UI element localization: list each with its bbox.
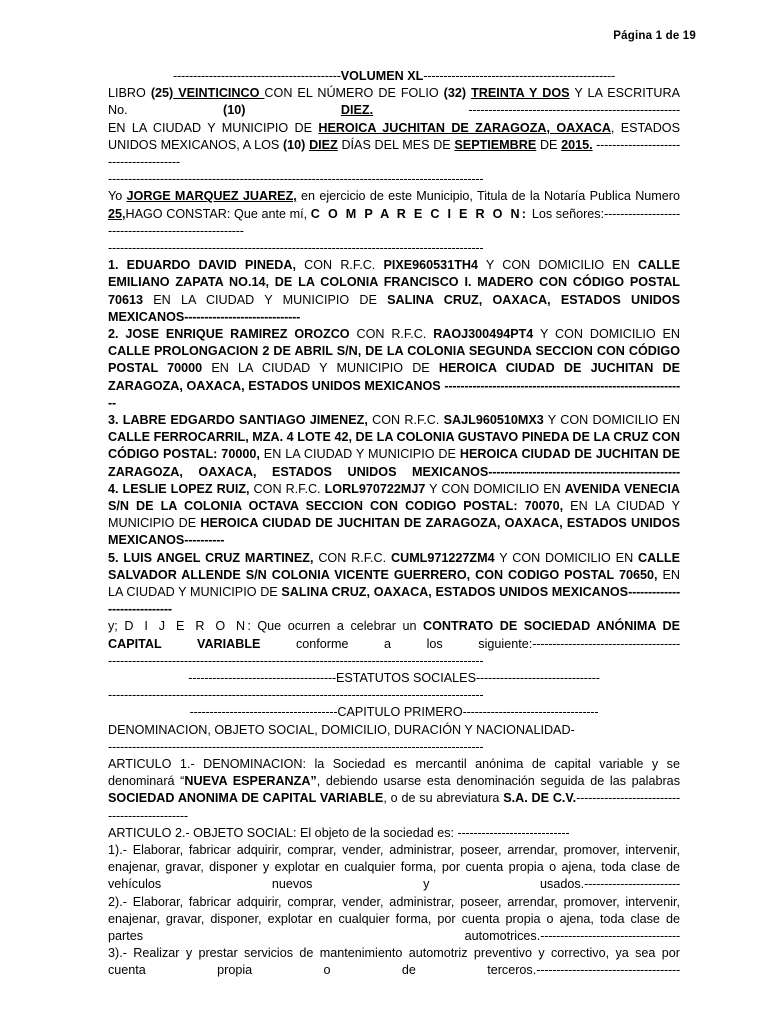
party-entry (108, 257, 680, 326)
city-date-paragraph (108, 120, 680, 172)
separator-line-4: ---------------------------------------------------------------------------------------------- (108, 688, 484, 703)
party-t1: CON R.F.C. (367, 413, 444, 428)
objeto-item-dashes: ----------------------------------- (540, 929, 680, 944)
day-number-bold: (10) (282, 137, 306, 152)
articulo-1-paragraph (108, 756, 680, 825)
notary-t4: Los señores: (528, 206, 605, 221)
party-rfc: RAOJ300494PT4 (433, 327, 534, 341)
volume-heading-line (108, 68, 680, 85)
articulo-1-t3: , o de su abreviatura (383, 791, 504, 806)
estatutos-dashes-left: ------------------------------------- (188, 671, 336, 686)
page-number-header: Página 1 de 19 (613, 30, 696, 42)
separator-line-5: ---------------------------------------------------------------------------------------------- (108, 739, 484, 754)
libro-number-words: VEINTICINCO (173, 86, 265, 101)
party-address: CALLE FERROCARRIL, MZA. 4 LOTE 42, DE LA COLONIA GUSTAVO PINEDA DE LA CRUZ CON CÓDIGO POSTAL: 70000, (108, 430, 680, 462)
city-name: HEROICA JUCHITAN DE ZARAGOZA, OAXACA (318, 120, 611, 135)
party-address: AVENIDA VENECIA S/N DE LA COLONIA OCTAVA SECCION CON CODIGO POSTAL: 70070, (108, 481, 681, 514)
party-name: 1. EDUARDO DAVID PINEDA, (108, 258, 296, 273)
party-name: 4. LESLIE LOPEZ RUIZ, (108, 481, 250, 496)
objeto-item-text: 1).- Elaborar, fabricar adquirir, comprar, vender, administrar, poseer, arrendar, promover, intervenir, enajenar, gravar, disponer y explotar en cualquier forma, por cuenta propia o ajena, toda clase de vehículos nuevos y usados. (108, 843, 680, 892)
party-t3: EN LA CIUDAD Y MUNICIPIO DE (108, 567, 681, 600)
day-number-words: DIEZ (309, 137, 338, 152)
articulo-1-t2: , debiendo usarse esta denominación seguida de las palabras (316, 774, 680, 789)
party-city: HEROICA CIUDAD DE JUCHITAN DE ZARAGOZA, OAXACA, ESTADOS UNIDOS MEXICANOS (108, 447, 680, 479)
party-t3: EN LA CIUDAD Y MUNICIPIO DE (202, 361, 439, 376)
separator-line-3: ---------------------------------------------------------------------------------------------- (108, 653, 484, 668)
capitulo-title: CAPITULO PRIMERO (337, 705, 463, 720)
party-t2: Y CON DOMICILIO EN (543, 413, 681, 428)
party-city: HEROICA CIUDAD DE JUCHITAN DE ZARAGOZA, OAXACA, ESTADOS UNIDOS MEXICANOS (108, 516, 680, 548)
party-entry (108, 550, 680, 619)
volume-dashes-right: ------------------------------------------------ (423, 69, 616, 83)
party-t2: Y CON DOMICILIO EN (477, 258, 639, 273)
party-t1: CON R.F.C. (249, 481, 325, 496)
party-rfc: CUML971227ZM4 (391, 550, 495, 565)
city-t5: DE (536, 137, 562, 152)
party-rfc: LORL970722MJ7 (324, 481, 426, 496)
libro-t2: CON EL NÚMERO DE FOLIO (264, 86, 444, 101)
dijeron-label: D I J E R O N (124, 619, 248, 634)
volume-dashes-left: ------------------------------------------ (172, 69, 341, 83)
party-t1: CON R.F.C. (296, 258, 384, 273)
party-rfc: SAJL960510MX3 (443, 413, 544, 428)
notary-t2: en ejercicio de este Municipio, Titula de la Notaría Publica Numero (296, 189, 680, 204)
year-value: 2015. (561, 137, 593, 152)
notary-trailing-dashes: ----------------------------------------------------- (108, 206, 680, 238)
city-t2: , ESTADOS UNIDOS MEXICANOS, A LOS (108, 120, 680, 152)
articulo-2-t1: ARTICULO 2.- OBJETO SOCIAL: El objeto de la sociedad es: (108, 825, 458, 840)
capitulo-subtitle: DENOMINACION, OBJETO SOCIAL, DOMICILIO, DURACIÓN Y NACIONALIDAD- (108, 722, 575, 737)
articulo-1-trailing-dashes: ---------------------------------------------- (108, 791, 680, 823)
objeto-item-dashes: ------------------------------------ (536, 963, 680, 978)
articulo-1-t1: ARTICULO 1.- DENOMINACION: la Sociedad es mercantil anónima de capital variable y se denominará “ (108, 756, 680, 789)
party-t1: CON R.F.C. (313, 550, 391, 565)
company-name: NUEVA ESPERANZA” (184, 774, 317, 789)
document-body (108, 68, 680, 980)
city-t1: EN LA CIUDAD Y MUNICIPIO DE (108, 120, 319, 135)
party-entry (108, 326, 680, 412)
party-t3: EN LA CIUDAD Y MUNICIPIO DE (108, 499, 681, 531)
party-city: HEROICA CIUDAD DE JUCHITAN DE ZARAGOZA, OAXACA, ESTADOS UNIDOS MEXICANOS (108, 361, 680, 393)
libro-t4: Y LA ESCRITURA No. (108, 86, 680, 118)
party-t2: Y CON DOMICILIO EN (494, 550, 639, 565)
party-entry (108, 412, 680, 481)
company-suffix-full: SOCIEDAD ANONIMA DE CAPITAL VARIABLE (108, 791, 384, 806)
separator-line-2: ---------------------------------------------------------------------------------------------- (108, 241, 484, 255)
notary-paragraph (108, 188, 680, 240)
party-trailing-dashes: ----------------------------- (108, 585, 680, 617)
objeto-item (108, 894, 680, 946)
escritura-number-words: DIEZ. (340, 103, 374, 118)
dijeron-trailing-dashes: ------------------------------------- (532, 636, 680, 651)
objeto-item-text: 2).- Elaborar, fabricar adquirir, comprar, vender, administrar, poseer, arrendar, promover, intervenir, enajenar, gravar, disponer, explotar en cualquier forma, por cuenta propia o ajena, toda clase de partes automotrices. (108, 894, 680, 944)
month-name: SEPTIEMBRE (454, 137, 537, 152)
party-city: SALINA CRUZ, OAXACA, ESTADOS UNIDOS MEXICANOS (281, 585, 629, 600)
party-address: CALLE EMILIANO ZAPATA NO.14, DE LA COLONIA FRANCISCO I. MADERO CON CÓDIGO POSTAL 70613 (108, 258, 680, 307)
party-trailing-dashes: ---------- (184, 533, 225, 548)
libro-paragraph (108, 85, 680, 119)
dijeron-paragraph (108, 618, 680, 652)
notary-t3: HAGO CONSTAR: Que ante mí, (125, 206, 311, 221)
dijeron-t1: y; (108, 619, 125, 634)
libro-trailing-dashes: ----------------------------------------------------- (373, 103, 680, 118)
party-trailing-dashes: ------------------------------------------------------------- (108, 378, 680, 410)
party-t2: Y CON DOMICILIO EN (533, 327, 680, 341)
objeto-item-dashes: ------------------------ (584, 877, 680, 892)
party-t3: EN LA CIUDAD Y MUNICIPIO DE (259, 447, 460, 462)
party-rfc: PIXE960531TH4 (383, 258, 478, 273)
folio-number-bold: (32) (443, 86, 467, 101)
libro-number-bold: (25) (150, 86, 174, 101)
party-t2: Y CON DOMICILIO EN (425, 481, 565, 496)
notary-name: JORGE MARQUEZ JUAREZ, (126, 189, 297, 204)
party-trailing-dashes: ----------------------------- (184, 309, 301, 324)
city-trailing-dashes: --------------------------------------- (108, 137, 680, 169)
capitulo-dashes-right: ---------------------------------- (462, 705, 599, 720)
company-suffix-abbrev: S.A. DE C.V. (503, 791, 577, 806)
articulo-2-trailing-dashes: ---------------------------- (457, 825, 570, 840)
notary-number: 25, (108, 206, 126, 221)
notary-t1: Yo (108, 189, 127, 204)
escritura-number-bold: (10) (223, 103, 246, 118)
party-address: CALLE PROLONGACION 2 DE ABRIL S/N, DE LA COLONIA SEGUNDA SECCION CON CÓDIGO POSTAL 70000 (108, 344, 680, 376)
party-entry (108, 481, 680, 550)
party-t1: CON R.F.C. (349, 327, 434, 341)
party-name: 3. LABRE EDGARDO SANTIAGO JIMENEZ, (108, 413, 368, 428)
comparecieron-label: C O M P A R E C I E R O N: (310, 206, 529, 221)
objeto-item (108, 842, 680, 894)
contract-type: CONTRATO DE SOCIEDAD ANÓNIMA DE CAPITAL VARIABLE (108, 619, 681, 651)
estatutos-heading-line (108, 670, 680, 687)
party-t3: EN LA CIUDAD Y MUNICIPIO DE (143, 292, 388, 307)
estatutos-dashes-right: ------------------------------- (475, 671, 600, 686)
dijeron-t3: conforme a los siguiente: (260, 636, 533, 651)
libro-t1: LIBRO (108, 86, 151, 101)
objeto-item (108, 945, 680, 979)
party-name: 5. LUIS ANGEL CRUZ MARTINEZ, (108, 550, 314, 565)
party-address: CALLE SALVADOR ALLENDE S/N COLONIA VICENTE GUERRERO, CON CODIGO POSTAL 70650, (108, 550, 680, 582)
city-t4: DÍAS DEL MES DE (337, 137, 455, 152)
dijeron-t2: : Que ocurren a celebrar un (247, 619, 424, 634)
capitulo-heading-line (108, 704, 680, 721)
folio-number-words: TREINTA Y DOS (471, 86, 570, 101)
party-name: 2. JOSE ENRIQUE RAMIREZ OROZCO (108, 327, 350, 341)
objeto-item-text: 3).- Realizar y prestar servicios de mantenimiento automotriz preventivo y correctivo, ya sea por cuenta propia o de terceros. (108, 946, 680, 978)
libro-t5 (245, 103, 340, 117)
capitulo-dashes-left: ------------------------------------- (189, 705, 338, 720)
estatutos-title: ESTATUTOS SOCIALES (336, 671, 476, 686)
separator-line-1: ---------------------------------------------------------------------------------------------- (108, 172, 484, 187)
party-trailing-dashes: ------------------------------------------------ (488, 464, 680, 479)
party-city: SALINA CRUZ, OAXACA, ESTADOS UNIDOS MEXICANOS (108, 292, 680, 324)
articulo-2-paragraph (108, 825, 680, 842)
volume-title: VOLUMEN XL (340, 69, 424, 83)
